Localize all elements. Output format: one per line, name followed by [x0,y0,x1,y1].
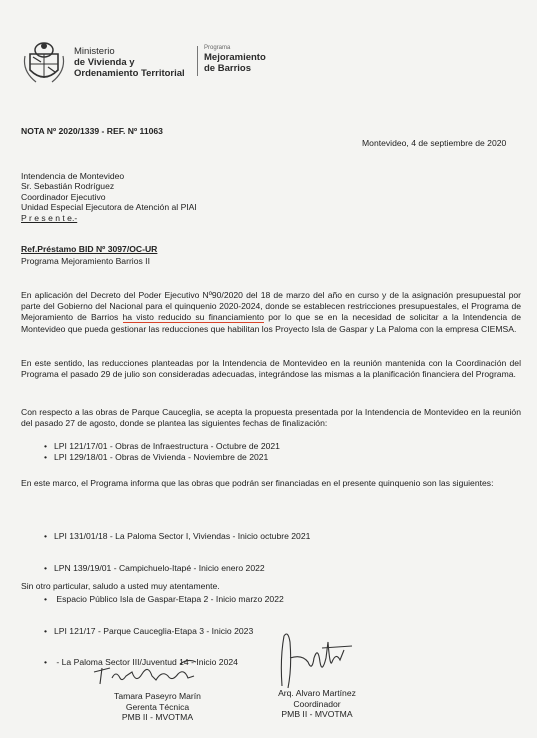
recipient-block [21,171,197,223]
signer-1-role: Gerenta Técnica [125,701,190,712]
highlighted-phrase: ha visto reducido su financiamiento [122,312,265,323]
ministry-line-3: Ordenamiento Territorial [74,68,185,79]
recipient-line-4: Unidad Especial Ejecutora de Atención al PIAI [21,202,197,213]
loan-reference: Ref.Préstamo BID Nº 3097/OC-UR [21,244,158,254]
list-item: • LPN 139/19/01 - Campichuelo-Itapé - Inicio enero 2022 [44,562,265,573]
paragraph-1 [21,290,521,335]
ministry-line-1: Ministerio [74,46,115,57]
program-name [204,44,314,74]
signer-2-name: Arq. Alvaro Martínez [278,688,356,698]
program-line-2: de Barrios [204,63,251,74]
paragraph-1-part-1: En aplicación del Decreto del Poder Ejecutivo Nº90/2020 del 18 de marzo del año en curso y de la asignación presupuestal por parte del Gobierno del Nacional para el quinquenio 2020-2024, donde se establecen restricciones presupuestales, el Programa de Mejoramiento de Barrios [21,290,521,323]
paragraph-2: En este sentido, las reducciones planteadas por la Intendencia de Montevideo en la reunión mantenida con la Coordinación del Programa el pasado 29 de julio son consideradas adecuadas, integrándose las mismas a la planificación financiera del Programa. [21,358,521,380]
list-item: • LPI 121/17/01 - Obras de Infraestructura - Octubre de 2021 [44,441,280,451]
reference-block [21,243,157,267]
list-item: • LPI 129/18/01 - Obras de Vivienda - Noviembre de 2021 [44,451,269,462]
program-small-label: Programa [204,45,231,51]
list-item: • - La Paloma Sector III/Juventud 14 - Inicio 2024 [44,657,238,667]
signer-1-org: PMB II - MVOTMA [121,712,194,722]
letterhead-divider [197,46,198,76]
program-reference: Programa Mejoramiento Barrios II [21,256,150,266]
paragraph-1-part-2: por lo que se en la necesidad de solicitar a la Intendencia de Montevideo que pueda gestionar las reducciones que habilitan los Proyecto Isla de Gaspar y La Paloma con la empresa CIEMSA. [21,312,521,334]
note-reference: NOTA Nº 2020/1339 - REF. Nº 11063 [21,126,163,136]
recipient-line-1: Intendencia de Montevideo [21,171,125,181]
paragraph-3: Con respecto a las obras de Parque Cauceglia, se acepta la propuesta presentada por la Intendencia de Montevideo en la reunión del pasado 27 de agosto, donde se plantea las siguientes fechas de finalización: [21,407,521,429]
signature-2-handwritten [262,628,362,694]
program-line-1: Mejoramiento [204,52,266,63]
recipient-line-3: Coordinador Ejecutivo [21,191,106,202]
ministry-line-2: de Vivienda y [74,57,135,68]
place-date: Montevideo, 4 de septiembre de 2020 [362,138,507,148]
signer-2-role: Coordinador [293,698,341,709]
signer-1-name: Tamara Paseyro Marín [114,691,201,701]
list-item: • LPI 121/17 - Parque Cauceglia-Etapa 3 - Inicio 2023 [44,625,254,636]
list-item: • LPI 131/01/18 - La Paloma Sector I, Viviendas - Inicio octubre 2021 [44,531,311,541]
signature-1-block [90,691,225,723]
list-item: • Espacio Público Isla de Gaspar-Etapa 2 - Inicio marzo 2022 [44,594,284,604]
ministry-name [74,46,204,79]
paragraph-4: En este marco, el Programa informa que las obras que podrán ser financiadas en el presente quinquenio son las siguientes: [21,478,494,488]
works-list-1 [44,441,280,462]
signer-2-org: PMB II - MVOTMA [281,709,353,719]
signature-2-block [262,688,372,720]
recipient-line-2: Sr. Sebastián Rodríguez [21,181,115,192]
signature-1-handwritten [92,650,212,690]
recipient-presente: P r e s e n t e.- [21,212,78,223]
coat-of-arms-logo [22,36,66,86]
closing-line: Sin otro particular, saludo a usted muy atentamente. [21,581,220,591]
